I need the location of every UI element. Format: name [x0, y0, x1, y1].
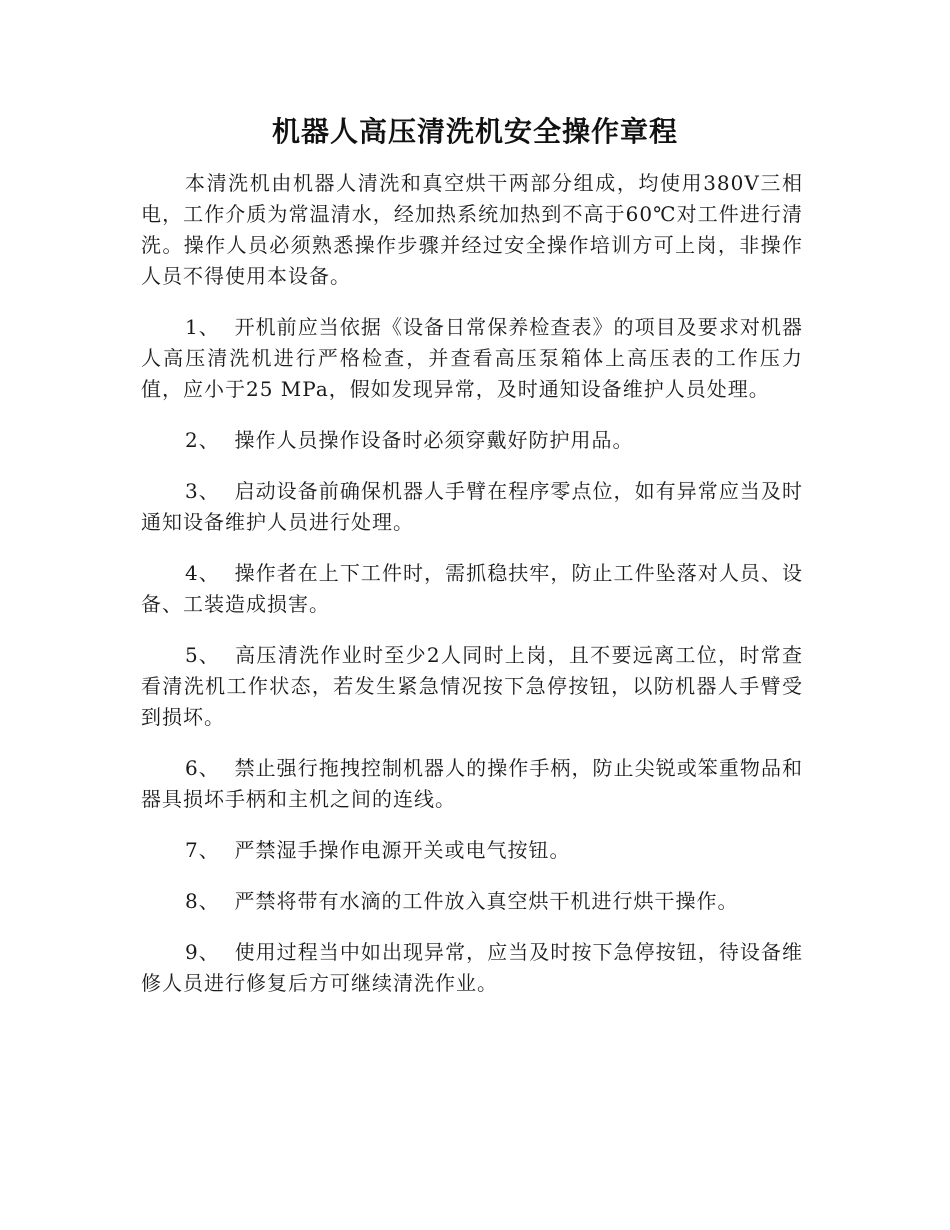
list-item — [141, 476, 803, 538]
intro-paragraph: 本清洗机由机器人清洗和真空烘干两部分组成，均使用380V三相电，工作介质为常温清水，经加热系统加热到不高于60℃对工件进行清洗。操作人员必须熟悉操作步骤并经过安全操作培训方可上岗，非操作人员不得使用本设备。 — [141, 171, 803, 288]
list-item-number: 7、 — [185, 838, 220, 862]
list-item — [141, 886, 803, 917]
list-item-number: 6、 — [185, 756, 220, 780]
list-item-number: 8、 — [185, 889, 220, 913]
document-body — [141, 168, 803, 1019]
list-item — [141, 312, 803, 405]
list-item-text: 启动设备前确保机器人手臂在程序零点位，如有异常应当及时通知设备维护人员进行处理。 — [141, 479, 803, 534]
list-item — [141, 640, 803, 733]
list-item-text: 严禁湿手操作电源开关或电气按钮。 — [234, 838, 571, 862]
list-item-number: 3、 — [185, 479, 220, 503]
list-item — [141, 753, 803, 815]
document-title: 机器人高压清洗机安全操作章程 — [271, 115, 678, 148]
list-item-text: 使用过程当中如出现异常，应当及时按下急停按钮，待设备维修人员进行修复后方可继续清洗作业。 — [141, 940, 803, 995]
list-item-number: 2、 — [185, 428, 220, 452]
list-item-text: 高压清洗作业时至少2人同时上岗，且不要远离工位，时常查看清洗机工作状态，若发生紧急情况按下急停按钮，以防机器人手臂受到损坏。 — [141, 643, 804, 729]
list-item — [141, 558, 803, 620]
list-item-text: 开机前应当依据《设备日常保养检查表》的项目及要求对机器人高压清洗机进行严格检查，并查看高压泵箱体上高压表的工作压力值，应小于25 MPa，假如发现异常，及时通知设备维护人员处理。 — [141, 315, 803, 401]
list-item-number: 4、 — [185, 561, 220, 585]
list-item-text: 禁止强行拖拽控制机器人的操作手柄，防止尖锐或笨重物品和器具损坏手柄和主机之间的连线。 — [141, 756, 803, 811]
list-item-number: 5、 — [185, 643, 220, 667]
list-item-text: 操作者在上下工件时，需抓稳扶牢，防止工件坠落对人员、设备、工装造成损害。 — [141, 561, 803, 616]
list-item — [141, 425, 803, 456]
list-item-text: 操作人员操作设备时必须穿戴好防护用品。 — [234, 428, 634, 452]
list-item — [141, 835, 803, 866]
list-item-text: 严禁将带有水滴的工件放入真空烘干机进行烘干操作。 — [234, 889, 739, 913]
list-item — [141, 937, 803, 999]
list-item-number: 1、 — [185, 315, 220, 339]
list-item-number: 9、 — [185, 940, 220, 964]
